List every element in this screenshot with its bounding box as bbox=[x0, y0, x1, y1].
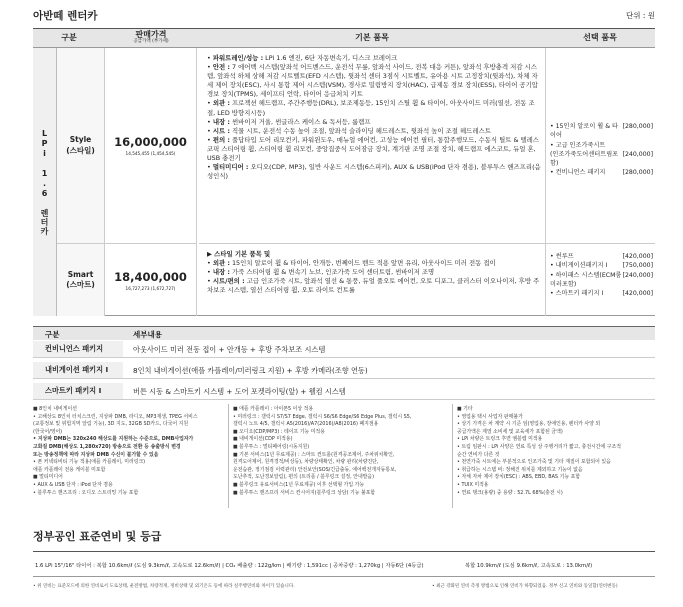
trim-name-ko: (스마트) bbox=[66, 280, 95, 289]
fuel-spec2: 복합 10.9km/ℓ (도심 9.6km/ℓ, 고속도로 : 13.0km/ℓ) bbox=[465, 563, 593, 569]
trim-style bbox=[57, 48, 105, 244]
price-value: 18,400,000 bbox=[114, 269, 187, 284]
trim-name-en: Style bbox=[69, 135, 92, 145]
notes-col1: ■ 8인치 내비게이션 • 고해상도 8인치 터치스크린, 지상파 DMB, 라디오, MP3재생, TPEG 서비스 (교통정보 및 위험지역 알림 기능), 3D 지도, 32GB SD카드, 다국어 지원 (한국어/영어) • 지상파 DMB는 320x240 해상도를 지원하는 수준으로, DMB사업자가 고화질 DMB(해상도 1,280x720) 방송으로 전환 등 송출방식 변경 또는 방송정책에 따라 지상파 DMB 수신이 불가할 수 있음 • 폰 커넥티비티 기능 적용(애플 카플레이, 미러링크) 애플 카플레이 전용 케이블 미포함 ■ 멀티미디어 • AUX & USB 단자 : iPod 단자 겸용 • 블루투스 핸즈프리 : 오디오 스트리밍 기능 포함 bbox=[33, 406, 198, 496]
notes-col2: ■ 애플 카플레이 : 아이폰5 이상 적용 • 미러링크 : 갤럭시 S7/S7 Edge, 갤럭시 S6/S6 Edge/S6 Edge Plus, 갤럭시 S5, 갤럭시 노트 4/5, 갤럭시 A5(2016)/A7(2016)/A8(2016) 폐지점용 ■ 오디오(CDP/MP3) : 테이프 기능 미적용 ■ 내비게이션(CDP 미적용) ■ 블루투스 : 멀티페어링(시동지원) ■ 기본 서비스(1년 무료제공) : 스마트 컨트롤(원격공조제어, 주차위치확인, 원격도어제어, 원격경적/비상등), 차량상태확인, 차량 관리(차량진단, 운전습관, 정기점검 이력관리) 안전보안(SOS/긴급출동, 에어백전개자동통보, 도난추적, 도난경보알림), 편의 (트리플 / 블루링크 설정, 안내발음) ■ 블루링크 유료서비스(1년 무료제공) 이후 선택형 가입 가능 ■ 블루투스 핸즈프리 서비스 컨시어지(블루링크 상담) 기능 불포함 bbox=[233, 406, 412, 496]
fuel-note-1: • 위 연비는 표준모드에 의한 연비로서 도로상태, 운전방법, 차량적재, 정비상태 및 외기온도 등에 따라 실주행연비와 차이가 있습니다. bbox=[33, 584, 295, 589]
title-row bbox=[33, 8, 655, 24]
feature-line: • 파워트레인/성능 : LPi 1.6 엔진, 6단 자동변속기, 디스크 브레이크 bbox=[207, 54, 398, 62]
package-name: 스마트키 패키지 I bbox=[33, 383, 123, 399]
trim-name-en: Smart bbox=[67, 269, 94, 279]
option-row: • 15인치 알로이 휠 & 타이어 [280,000] bbox=[550, 123, 653, 140]
header-options: 선택 품목 bbox=[583, 33, 617, 42]
model-name: LPi 1.6 렌터카 bbox=[40, 128, 49, 236]
notes-divider bbox=[452, 404, 453, 508]
feature-line: • 내장 : 썬바이저 거울, 썬글라스 케이스 & 독서등, 룸램프 bbox=[207, 117, 371, 126]
feature-line: • 안전 : 7 에어백 시스템(앞좌석 어드벤스드, 운전석 무릎, 앞좌석 사이드, 전복 대응 커튼), 앞좌석 후방충격 저감 시스템, 앞좌석 하체 상해 저감 시트벨트(EFD 시스템), 뒷좌석 센터 3점식 시트벨트, 유아용 시트 고정장치(뒷좌석), 차체 자세 제어 장치(ESC), 사시 통합 제어 시스템(VSM), 경사로 밀림방지 장치(HAC), 급제동 경보 장치(ESS), 타이어 공기압 경보 장치(TPMS), 세이프티 언락, 타이어 응급처치 키트 bbox=[207, 63, 538, 99]
packages-header-v: 세부내용 bbox=[133, 330, 162, 339]
package-detail: 버튼 시동 & 스마트키 시스템 + 도어 포켓라이팅(앞) + 웰컴 시스템 bbox=[133, 387, 346, 396]
option-row: • 하이패스 시스템(ECM룸미러포함) [240,000] bbox=[550, 271, 653, 288]
packages-header bbox=[33, 326, 655, 340]
table-header bbox=[33, 28, 655, 48]
fuel-note-2: • 최근 강화된 연비 측정 방법으로 인해 연비가 하향되었음. 정부 신고 연비와 동일함(연비변동) bbox=[432, 584, 618, 589]
trim-smart bbox=[57, 244, 105, 316]
feature-line: • 외관 : 프로젝션 헤드램프, 주간주행등(DRL), 보조제동등, 15인치 스틸 휠 & 타이어, 아웃사이드 미러(열선, 전동 조절, LED 방향지시등) bbox=[207, 99, 535, 117]
package-name: 내비게이션 패키지 I bbox=[33, 362, 123, 378]
options-style bbox=[545, 48, 655, 244]
option-row: • 썬루프 [420,000] bbox=[550, 253, 653, 260]
feature-line: • 내장 : 가죽 스티어링 휠 & 변속기 노브, 인조가죽 도어 센터트림, 썬바이저 조명 bbox=[207, 268, 435, 277]
feature-line: • 외관 : 15인치 알로이 휠 & 타이어, 안개등, 번쩨이드 밴드 적용 앞면 유리, 아웃사이드 미러 전동 접이 bbox=[207, 259, 496, 268]
model-cell bbox=[33, 48, 57, 316]
package-row bbox=[33, 341, 655, 358]
unit-label: 단위 : 원 bbox=[625, 11, 655, 20]
header-price-label: 판매가격 bbox=[135, 30, 167, 40]
features-title: ▶ 스타일 기본 품목 및 bbox=[207, 250, 271, 258]
price-smart bbox=[105, 244, 197, 316]
option-row: • 고급 인조가죽시트 bbox=[550, 141, 606, 149]
option-row: (인조가죽도어센터트림포함) [240,000] bbox=[550, 150, 653, 168]
fuel-spec: 1.6 LPi 15"/16" 타이어 : 복합 10.6km/ℓ (도심 9.3km/ℓ, 고속도로 12.6km/ℓ) | CO₂ 배출량 : 122g/km | 배기량 : 1,591cc | 공차중량 : 1,270kg | 자동6단 (4등급) bbox=[35, 563, 424, 569]
feature-line: • 시트 : 직물 시트, 운전석 수동 높이 조절, 앞좌석 슬라이딩 헤드레스트, 뒷좌석 높이 조절 헤드레스트 bbox=[207, 126, 491, 135]
price-detail: 14,545,455 (1,454,545) bbox=[125, 151, 176, 156]
feature-line: • 시트/편의 : 고급 인조가죽 시트, 앞좌석 열선 & 통풍, 듀얼 풀오토 에어컨, 오토 디포그, 클러스터 이오나이저, 후방 주차보조 시스템, 열선 스티어링 휠, 오토 라이트 컨트롤 bbox=[207, 277, 540, 295]
features-smart bbox=[199, 244, 545, 316]
price-value: 16,000,000 bbox=[114, 135, 187, 149]
options-smart bbox=[545, 244, 655, 316]
option-row: • 스마트키 패키지 I [420,000] bbox=[550, 290, 653, 298]
fuel-table bbox=[33, 551, 655, 577]
header-basic: 기본 품목 bbox=[355, 33, 389, 42]
packages-header-k: 구분 bbox=[45, 330, 60, 339]
fuel-title: 정부공인 표준연비 및 등급 bbox=[33, 530, 162, 543]
option-row: • 컨비니언스 패키지 [280,000] bbox=[550, 169, 653, 177]
notes-col3: ■ 기타 • 영업용 택시 사업자 판매불가 • 상기 가격은 차 계약 시 기준 임(영업용, 장애인용, 렌터카 사양 외 공급가액은 계열 소비세 및 교육세가 포함된 금액) • LPi 차량은 트렁크 후면 엠블렘 미적용 • 트림 임판시 : LPi 사양은 연료 특성 상 주행거리가 짧고, 충전시간에 구조적 순간 연비가 다른 것 • 천연가죽 시트에는 부분적으로 인조가죽 및 기타 재질이 포함되어 있음 • 취급하는 시스템 비: 정해진 위치를 제외하고 기능이 없음 • 자체 자차 제어 장치(ESC) : ABS, EBD, BAS 기능 포함 • TUIX 미적용 • 연료 탱크(용량) 중 용량 : 52.7L 68%(충전 시) bbox=[457, 406, 621, 496]
feature-line: • 편의 : 풀답타입 도어 리모컨키, 파워윈도우, 매뉴얼 에어컨, 고성능 에어컨 필터, 통합주행모드, 수동식 틸트 & 텔레스코픽 스티어링 휠, 스티어링 휠 리모컨, 중앙집중식 도어잠금 장치, 계기판 조명 조절 장치, 헤드램프 에스코트, 듀얼 혼, USB 충전기 bbox=[207, 135, 539, 163]
trim-table bbox=[33, 48, 655, 316]
notes-divider bbox=[228, 404, 229, 508]
header-model: 구분 bbox=[61, 33, 77, 42]
header-price bbox=[105, 29, 197, 47]
price-style bbox=[105, 48, 197, 244]
package-row bbox=[33, 383, 655, 400]
package-detail: 8인치 내비게이션(애플 카플레이/미러링크 지원) + 후방 카메라(조향 연동) bbox=[133, 366, 368, 375]
package-name: 컨비니언스 패키지 bbox=[33, 341, 123, 357]
option-row: • 내비게이션패키지 I [750,000] bbox=[550, 262, 653, 270]
package-detail: 아웃사이드 미러 전동 접이 + 안개등 + 후방 주차보조 시스템 bbox=[133, 345, 326, 354]
trim-name-ko: (스타일) bbox=[66, 145, 95, 155]
page-title: 아반떼 렌터카 bbox=[33, 10, 98, 22]
package-row bbox=[33, 362, 655, 379]
feature-line: • 멀티미디어 : 오디오(CDP, MP3), 일반 사운드 시스템(6스피커), AUX & USB(iPod 단자 겸용), 블루투스 핸즈프리(음성인식) bbox=[207, 163, 541, 181]
header-price-sub: 공급가액 (부가세) bbox=[133, 39, 169, 45]
features-style bbox=[199, 48, 545, 244]
price-detail: 16,727,273 (1,672,727) bbox=[125, 285, 176, 291]
